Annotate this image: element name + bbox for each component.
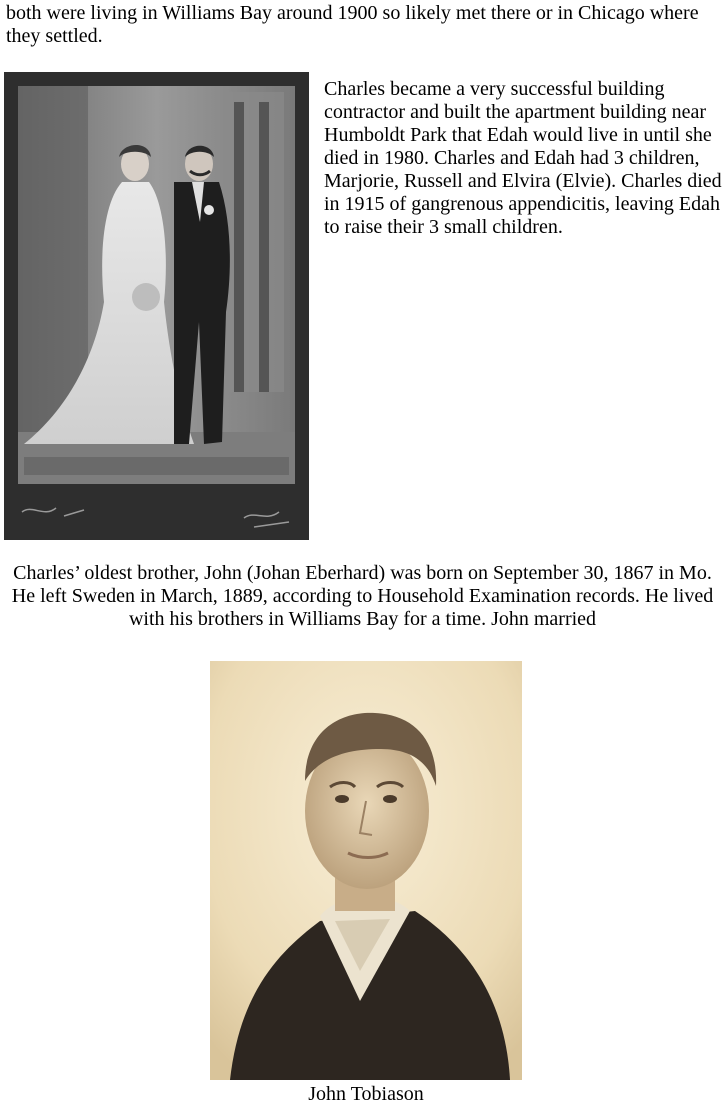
portrait-caption: John Tobiason [308, 1083, 424, 1105]
side-paragraph: Charles became a very successful building contractor and built the apartment building near Humboldt Park that Edah would live in until she died in 1980. Charles and Edah had 3 children, Marjorie, Russell and Elvira (Elvie). Charles died in 1915 of gangrenous appendicitis, leaving Edah to raise their 3 small children. [324, 78, 722, 238]
wedding-photo [4, 72, 309, 540]
portrait-photo [210, 661, 522, 1080]
top-paragraph: both were living in Williams Bay around 1900 so likely met there or in Chicago where they settled. [6, 2, 699, 47]
middle-paragraph: Charles’ oldest brother, John (Johan Eberhard) was born on September 30, 1867 in Mo. He left Sweden in March, 1889, according to Household Examination records. He lived with his brothers in Williams Bay for a time. John married [11, 562, 714, 630]
